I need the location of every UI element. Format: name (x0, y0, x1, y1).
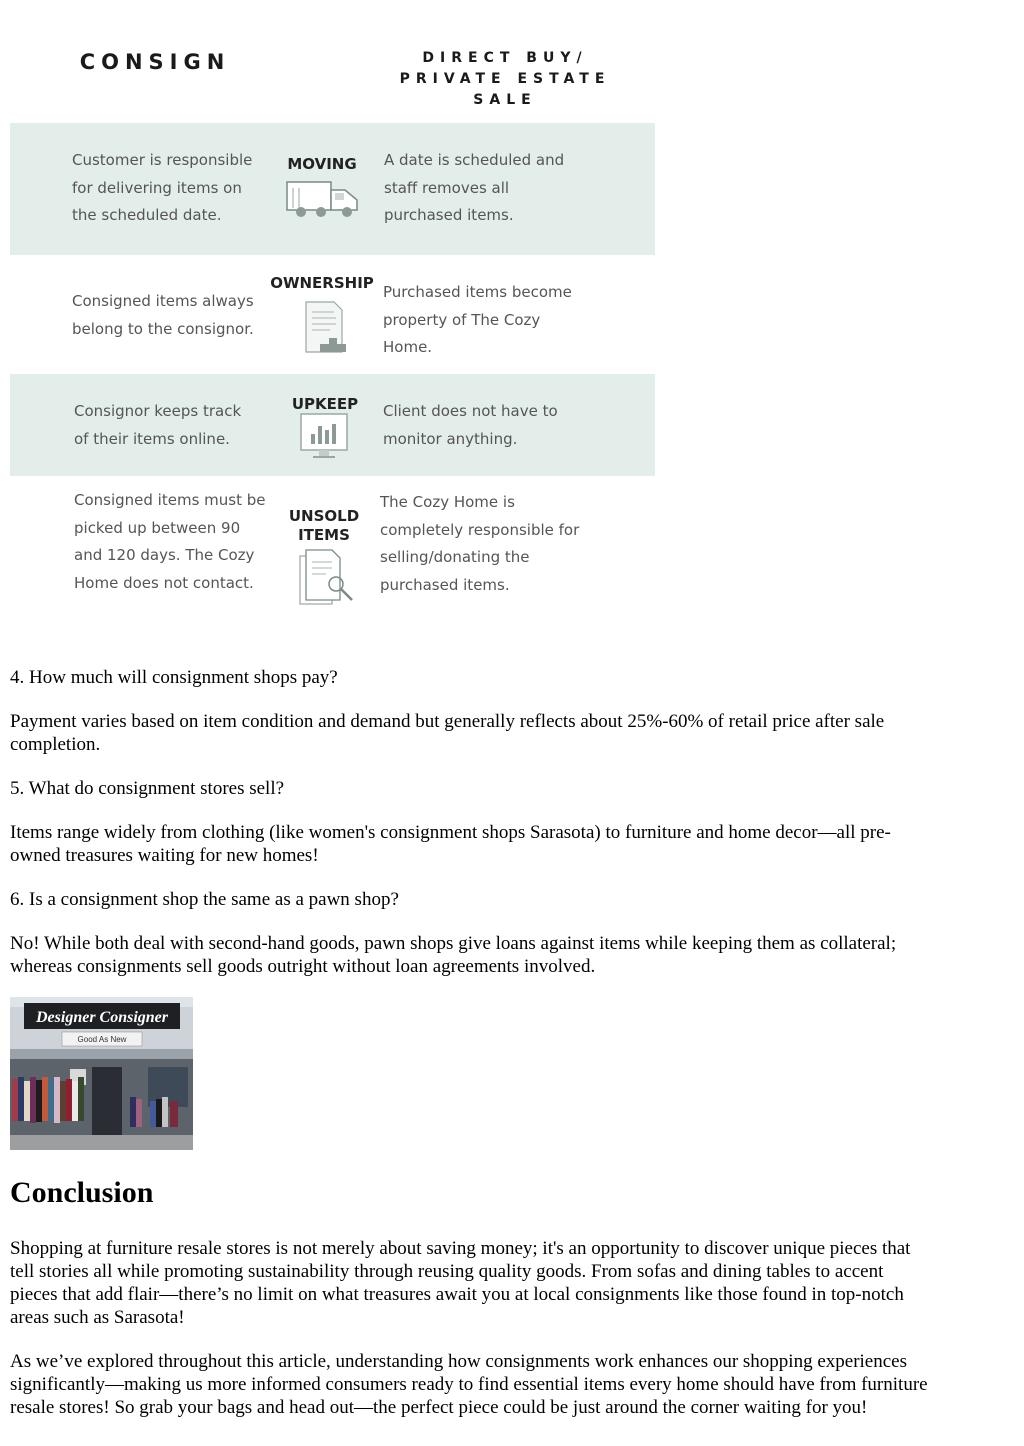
text-line: pieces that add flair—there’s no limit on what treasures await you at local consignments like those found in top-notch (10, 1284, 904, 1305)
text-line: Home. (383, 338, 433, 356)
text-line: Home does not contact. (74, 573, 254, 592)
faq-answer-4 (10, 710, 1010, 756)
text-line: for delivering items on (72, 178, 242, 197)
direct-buy-header-line: SALE (473, 92, 537, 108)
text-line: Purchased items become (383, 283, 572, 301)
store-sign-text: Designer Consigner (35, 1009, 169, 1026)
text-line: areas such as Sarasota! (10, 1307, 185, 1328)
label-line: UNSOLD (288, 507, 360, 525)
upkeep-label: UPKEEP (291, 395, 359, 413)
text-line: Consignor keeps track (74, 402, 242, 420)
text-line: The Cozy Home is (380, 493, 515, 511)
moving-consign-text (72, 147, 252, 230)
direct-buy-header-line: DIRECT BUY/ (422, 50, 588, 66)
text-line: purchased items. (380, 575, 510, 594)
conclusion-paragraph-2 (10, 1350, 1010, 1419)
moving-truck-icon (285, 178, 361, 220)
text-line: Shopping at furniture resale stores is not merely about saving money; it's an opportunity to discover unique pieces that (10, 1238, 911, 1259)
text-line: Consigned items must be (74, 491, 266, 509)
store-subsign-text: Good As New (77, 1035, 127, 1044)
unsold-direct-buy-text (380, 489, 579, 599)
text-line: completely responsible for (380, 520, 580, 539)
document-stamp-icon (300, 300, 348, 356)
unsold-consign-text (74, 487, 266, 597)
consign-vs-direct-buy-graphic (10, 0, 655, 640)
unsold-items-label (274, 507, 374, 545)
faq-question-4: 4. How much will consignment shops pay? (10, 667, 338, 688)
text-line: picked up between 90 (74, 518, 241, 537)
text-line: property of The Cozy (383, 310, 541, 329)
consign-header: CONSIGN (79, 50, 231, 74)
faq-question-5: 5. What do consignment stores sell? (10, 778, 285, 799)
text-line: staff removes all (384, 178, 510, 197)
faq-answer-5 (10, 821, 1010, 867)
text-line: Consigned items always (72, 292, 254, 310)
ownership-label: OWNERSHIP (270, 274, 374, 292)
label-line: ITEMS (298, 526, 350, 544)
text-line: purchased items. (384, 206, 514, 224)
text-line: of their items online. (74, 429, 230, 448)
text-line: Payment varies based on item condition and demand but generally reflects about 25%-60% of retail price after sale (10, 711, 885, 732)
conclusion-paragraph-1 (10, 1237, 1010, 1329)
text-line: tell stories all while promoting sustainability through reusing quality goods. From sofas and dining tables to accent (10, 1261, 884, 1282)
text-line: owned treasures waiting for new homes! (10, 845, 319, 866)
upkeep-consign-text (74, 398, 241, 453)
faq-answer-6 (10, 932, 1010, 978)
text-line: and 120 days. The Cozy (74, 546, 255, 564)
text-line: A date is scheduled and (384, 151, 565, 169)
moving-direct-buy-text (384, 147, 564, 230)
direct-buy-header-line: PRIVATE ESTATE (399, 71, 611, 87)
text-line: belong to the consignor. (72, 319, 254, 338)
text-line: whereas consignments sell goods outright without loan agreements involved. (10, 956, 596, 977)
text-line: monitor anything. (383, 429, 518, 448)
monitor-chart-icon (299, 412, 349, 460)
ownership-direct-buy-text (383, 279, 572, 362)
text-line: No! While both deal with second-hand goods, pawn shops give loans against items while keeping them as collateral; (10, 933, 897, 954)
moving-label: MOVING (287, 155, 357, 173)
text-line: selling/donating the (380, 548, 530, 566)
text-line: the scheduled date. (72, 206, 222, 224)
text-line: Customer is responsible (72, 151, 253, 169)
designer-consigner-storefront-photo (10, 997, 193, 1150)
direct-buy-header (370, 48, 640, 111)
faq-question-6: 6. Is a consignment shop the same as a pawn shop? (10, 889, 399, 910)
document-search-icon (298, 548, 360, 608)
text-line: Client does not have to (383, 402, 558, 420)
ownership-consign-text (72, 288, 254, 343)
text-line: resale stores! So grab your bags and head out—the perfect piece could be just around the corner waiting for you! (10, 1397, 868, 1418)
text-line: As we’ve explored throughout this article, understanding how consignments work enhances our shopping experiences (10, 1351, 907, 1372)
text-line: Items range widely from clothing (like women's consignment shops Sarasota) to furniture and home decor—all pre- (10, 822, 891, 843)
text-line: significantly—making us more informed consumers ready to find essential items every home should have from furniture (10, 1374, 928, 1395)
conclusion-heading: Conclusion (10, 1176, 154, 1209)
text-line: completion. (10, 734, 101, 755)
upkeep-direct-buy-text (383, 398, 558, 453)
